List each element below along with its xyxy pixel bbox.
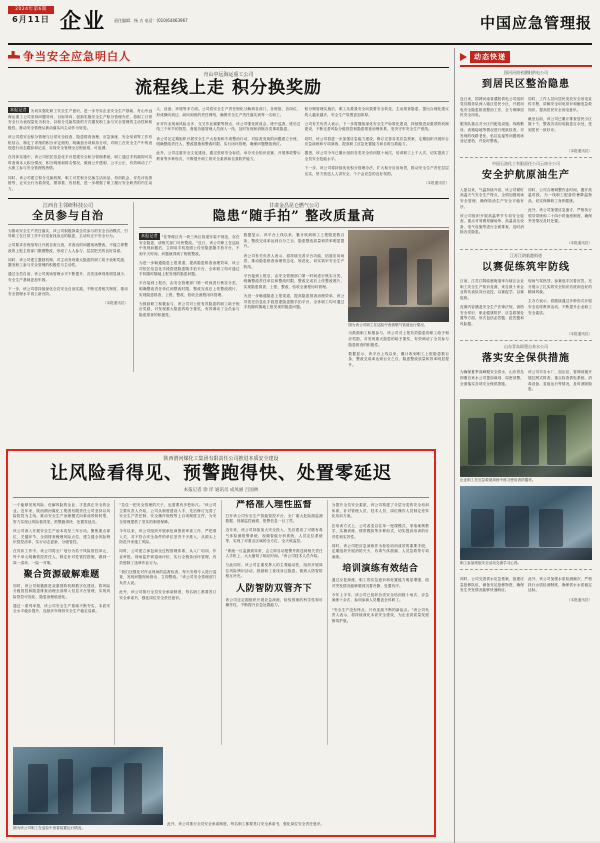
- paragraph: 本报记者 为切实强化职工安全生产意识，进一步夯实企业安全生产基础，舟山中远海运重工公司坚持问题导向、目标导向，创新实施安全生产积分管理办法，将职工日常安全行为表现量化为积分，以积分兑换奖励的方式激发职工参与安全管理的主动性和积极性，推动安全管理从被动落实向主动作为转变。: [8, 107, 153, 130]
- rail-title: 以赛促练筑牢防线: [482, 261, 570, 273]
- paragraph: 该公司将安全积分管理与日常安全检查、隐患排查治理、应急演练、安全培训等工作有机结合，制定了详细的积分评定细则，明确加分项和扣分项，对职工在安全生产中的表现进行动态跟踪和记录，实现安全管理全过程留痕、可追溯。: [8, 134, 153, 151]
- arrow-icon: [460, 53, 467, 61]
- paragraph: 数据显示，该平台上线以来，累计收到职工上报隐患数百条，整改完成率达到百分之百，隐患整改质量和效率明显提升。: [348, 351, 450, 367]
- paragraph: 积分制管理实施后，职工从要我安全向我要安全转变，主动排查隐患、提出合理化建议的人越来越多，安全生产氛围更加浓厚。: [304, 107, 449, 117]
- article-end: （本报通讯员）: [102, 300, 128, 305]
- text-column: [13, 500, 110, 745]
- paragraph: 公司有关负责人表示，下一步将继续深化安全生产标准化建设，持续推进双重预防机制建设，不断完善风险分级管控和隐患排查治理体系，坚决守牢安全生产底线。: [304, 121, 449, 132]
- feature-kicker: 陕西渭河煤化工集团有限责任公司推进本质安全建设: [163, 456, 279, 462]
- paragraph: 主办方表示，将继续通过多种形式开展安全宣传教育活动，不断提升企业职工安全素质。: [528, 299, 592, 315]
- paragraph: 通过反复演练，职工的应急意识和处置能力明显增强，面对突发情况能够做到沉着冷静、处置有序。: [331, 578, 429, 588]
- rail-end: （本报通讯员）: [566, 598, 592, 603]
- rail-kicker: 山东青岛即墨自来水公司: [504, 343, 548, 349]
- rail-columns: [460, 276, 592, 331]
- article-headline: 流程线上走 积分换奖励: [135, 78, 322, 98]
- rail-columns: [460, 184, 592, 239]
- paragraph: 连日来，国网河南省濮阳供电公司组织党员服务队深入辖区居民小区，开展用电安全隐患排查整治工作，全力保障居民安全用电。: [460, 96, 524, 118]
- divider: [460, 340, 592, 341]
- paragraph: 竞赛内容涵盖安全生产法律法规、消防安全常识、职业健康防护、应急救援处置等方面，形式包括必答题、抢答题和风险题。: [460, 305, 524, 326]
- right-rail: [454, 48, 592, 843]
- paragraph: “拉住一把安全管理的尺子，也需要有多把标尺。”该公司主要负责人介绍，公司从制度建设入手，先后修订完善了安全生产责任制、安全操作规程等上百项制度文件，为安全管理提供了坚实的制度保障。: [119, 503, 217, 524]
- page-title: 企业: [60, 8, 106, 33]
- banner: [8, 48, 449, 64]
- article-columns: [139, 230, 449, 372]
- text-column: [305, 104, 449, 196]
- text-column: [528, 573, 592, 597]
- paragraph: 一个能够发现风险、化解风险的企业，才是真正安全的企业。近年来，陕西渭河煤化工集团有限责任公司坚持以风险防控为主线，推动安全生产治理模式向事前预防转型，努力实现让风险看得见、预警跑得快、处置零延迟。: [13, 503, 111, 524]
- text-column: [528, 367, 592, 396]
- byline-tag: 本报记者: [141, 233, 158, 239]
- feature-tail-text: [167, 818, 429, 831]
- paragraph: “系统一旦监测到异常，会立即自动报警并推送到相关责任人手机上，大大缩短了响应时间。”该公司技术人员介绍。: [225, 548, 323, 559]
- rail-photo: [460, 399, 592, 477]
- text-column: [460, 367, 524, 396]
- divider: [8, 198, 449, 199]
- text-column: [139, 230, 240, 372]
- text-column: [460, 184, 524, 239]
- divider: [13, 497, 429, 498]
- paragraph: 与此同时，该公司注重发挥人的主观能动性，组织开展岗位风险辨识活动，鼓励职工查找身边隐患，做到人防智防相互补充。: [225, 563, 323, 579]
- rail-columns: [460, 367, 592, 396]
- paragraph: 日前，江苏江阴临港街道举办辖区企业职工安全生产知识竞赛，来自数十家企业的代表队同台竞技，以赛促学、以赛促练。: [460, 279, 524, 300]
- text-column: [528, 93, 592, 148]
- article-columns: [8, 104, 449, 196]
- article-kicker: 甘肃金昌昆仑燃气公司: [268, 202, 319, 209]
- paragraph: 同时，公司完善供水应急预案，组建应急抢修队伍，储备充足抢修物资，确保发生突发情况能够快速响应。: [460, 576, 524, 593]
- paragraph: 公司要求各班组每日开展自查互查，对查出的问题现场整改，不能立即整改的上报主管部门限期整改，形成了人人参与、层层把关的良好局面。: [8, 243, 128, 253]
- divider: [460, 249, 592, 250]
- paragraph: 同时，公司合理调整作业时间，避开高温时段，为一线职工配备防暑降温物品，切实保障职工身体健康。: [528, 187, 592, 203]
- article-photo: [348, 230, 449, 322]
- text-column: [460, 93, 524, 148]
- paragraph: 在具体工作中，该公司将全厂划分为若干风险管控单元，每个单元明确管控责任人，制定针对性管控措施，做到一岗一清单、一险一对策。: [13, 549, 111, 565]
- divider: [8, 101, 449, 102]
- feature-columns: [13, 500, 429, 745]
- paragraph: 服务队重点对小区内配电设施、线路敷设、表箱接地等情况进行细致检查，对发现的线路老化、私拉乱接等问题现场登记建档，并及时整改。: [460, 122, 524, 144]
- rail-item: [460, 161, 592, 245]
- rail-title: 安全护航原油生产: [482, 170, 570, 182]
- hand-icon: [8, 51, 20, 61]
- masthead-meta: 责任编辑：杨 吉 电话：(010)64463967: [114, 18, 188, 23]
- paragraph: “安全生产没有终点，只有连续不断的新起点。”该公司负责人表示，将持续深化本质安全建设，为企业高质量发展保驾护航。: [331, 607, 429, 623]
- rail-end: （本报通讯员）: [566, 149, 592, 154]
- rail-title: 落实安全保供措施: [482, 352, 570, 364]
- paragraph: 该公司还定期组织开展安全生产大检查和专项整治行动，对检查发现的问题建立台账，明确整改责任人、整改措施和整改时限，实行闭环管理，确保问题整改到位。: [156, 136, 301, 147]
- paragraph: 此外，该公司加强水质检测频次，严格执行水质检测制度，确保供水水质稳定达标。: [528, 576, 592, 593]
- paragraph: 同时，该公司把应急演练作为检验培训成效的重要手段，定期组织开展消防灭火、有毒气体泄漏、人员急救等专项演练。: [331, 543, 429, 559]
- photo-caption: 图为该公司职工在巡检中查看燃气管道运行情况。: [348, 322, 428, 327]
- paragraph: 平台接到上报后，由安全管理部门第一时间进行核实分类，明确整改责任单位和整改时限，整改完成后上传整改照片，实现隐患排查、上报、整改、验收全流程闭环管理。: [243, 273, 345, 290]
- rail-kicker: 中国石油化工有限责任公司云南分公司: [492, 161, 560, 167]
- issue-badge: 2024年第6期: [8, 6, 54, 14]
- paragraph: 近年来，该公司持续加大安全投入，先后建成了可燃有毒气体检测报警系统、视频智能分析系统、人员定位系统等，实现了对重点区域的全方位、全天候监控。: [225, 528, 323, 544]
- rail-end: （本报通讯员）: [566, 331, 592, 336]
- paragraph: 通过全员自治，该公司现场管理水平不断提升，各类违章现象明显减少，安全生产基础更加牢固。: [8, 272, 128, 282]
- paragraph: 今年上半年，该公司已组织各类安全培训数十场次、应急演练十余次，参训参演人员覆盖全体职工。: [331, 592, 429, 603]
- paragraph: 针对作业现场风险点多、交叉作业频繁等特点，该公司强化班前会、班中巡查、班后总结三个环节的管控，督促各级管理人员深入一线，及时发现和消除各类事故隐患。: [156, 121, 301, 132]
- feature-headline: 让风险看得见、预警跑得快、处置零延迟: [50, 463, 392, 484]
- article-kicker: 舟山中远海运重工公司: [203, 72, 254, 78]
- paragraph: 下一步，该公司将持续优化积分管理办法，扩大积分应用场景，推动安全生产责任层层压实，努力营造人人讲安全、个个会应急的良好氛围。: [304, 166, 449, 176]
- paragraph: 此外，该公司推行全员安全承诺制度，每名职工都要签订安全承诺书，强化岗位安全责任意识。: [167, 821, 325, 826]
- rail-item: [460, 253, 592, 337]
- paragraph: 此外，该公司推行全员安全承诺制度，每名职工都要签订安全承诺书，强化岗位安全责任意识。: [119, 589, 217, 600]
- text-column: [114, 500, 216, 745]
- paragraph: 同时，公司建立承包商全过程管理体系，从入厂培训、作业审批、现场监护到退场评价，实行全链条闭环管理，有效遏制了违章作业行为。: [119, 549, 217, 565]
- paragraph: 下一步，该公司将持续深化全员安全自治实践，不断完善相关制度，推动安全管理水平再上新台阶。: [8, 286, 128, 296]
- text-column: [244, 230, 345, 372]
- text-column: [327, 500, 429, 745]
- paragraph: “我们还强化对作业现场的监督检查，每天安排专人进行巡查，发现问题现场指出、立即整改。”该公司安全管理部门负责人说。: [119, 569, 217, 585]
- rail-kicker: 江苏江阴临港街道: [510, 252, 542, 258]
- paragraph: 同时，工作人员向居民发放安全用电宣传手册，讲解安全用电常识和触电急救知识，提高居民安全用电意识。: [528, 96, 592, 112]
- text-column: [8, 104, 152, 196]
- masthead-date: [8, 6, 54, 25]
- photo-caption: 职工参加班组安全活动交流学习心得。: [460, 561, 522, 566]
- lower-articles: [8, 202, 449, 372]
- paragraph: 同时，该公司积极推进双重预防机制数字化建设，将风险分级管控和隐患排查治理全部纳入信息平台管理，实现风险管控可视化、隐患治理痕迹化。: [13, 583, 111, 599]
- paragraph: 为进一步畅通隐患上报渠道，提高隐患排查治理效率，该公司依托信息化手段搭建隐患随手拍平台，全体职工均可通过手机随时随地上报发现的隐患问题。: [139, 261, 240, 277]
- rail-columns: [460, 573, 592, 597]
- paper-name: 中国应急管理报: [479, 14, 592, 32]
- feature-photo-row: [13, 747, 429, 831]
- rail-item: [460, 344, 592, 396]
- paragraph: 为鼓励职工积极参与，该公司对上报有效隐患的职工给予相应奖励，对发现重大隐患的给予重奖，有效调动了全员参与隐患排查的积极性。: [348, 331, 450, 347]
- divider: [460, 65, 592, 67]
- article-end: （本报通讯员）: [423, 180, 449, 185]
- article-quanyuan: [8, 202, 128, 372]
- rail-photo: [460, 486, 592, 560]
- paragraph: 通过一系列举措，该公司安全生产基础不断夯实，本质安全水平稳步提升，连续多年保持安全生产稳定局面。: [13, 603, 111, 614]
- paragraph: 此外，该公司加强应急值守，严格执行领导带班和二十四小时值班制度，确保突发情况及时处置。: [528, 208, 592, 224]
- paragraph: 同时，该公司建立积分兑换机制，职工可凭积分兑换生活用品、培训机会、评先评优资格等，让安全行为看得见、摸得着、有回报，进一步增强了职工履行安全职责的内生动力。: [8, 175, 153, 191]
- article-kicker: 江西自主邻研科技公司: [42, 202, 93, 209]
- rail-columns: [460, 93, 592, 148]
- section-label-text: 动态快递: [470, 51, 510, 63]
- paragraph: 为进一步畅通隐患上报渠道，提高隐患排查治理效率，该公司依托信息化手段搭建隐患随手拍平台，全体职工均可通过手机随时随地上报发现的隐患问题。: [243, 294, 345, 310]
- text-column: [528, 276, 592, 331]
- paragraph: 该公司组织开展高温季节专项安全检查，重点对易燃易爆场所、高温高压设备、电气设施等进行全面排查，及时消除各类隐患。: [460, 213, 524, 235]
- paragraph: 在培训方式上，公司改变以往单一授课模式，采取案例教学、实操训练、情景模拟等多种形式，切实提高培训的针对性和实效性。: [331, 523, 429, 539]
- paragraph: 在具体实施中，该公司依托信息化平台搭建安全积分管理系统，职工通过手机端即可实时查询本人积分情况、积分明细和排名情况，做到公开透明、公平公正，有效调动了广大职工参与安全管理的热情。: [8, 155, 153, 171]
- paragraph: 该公司深入开展安全生产治本攻坚三年行动，聚焦重点部位、关键环节，全面排查梳理风险点位，建立健全风险辨识管控清单，实行动态更新、分级管控。: [13, 529, 111, 545]
- divider: [139, 227, 449, 228]
- feature-photo-wrap: [13, 747, 163, 831]
- masthead: [8, 6, 592, 45]
- paragraph: 平台接到上报后，由安全管理部门第一时间进行核实分类，明确整改责任单位和整改时限，整改完成后上传整改照片，实现隐患排查、上报、整改、验收全流程闭环管理。: [139, 281, 240, 297]
- paragraph: 本报记者 “在等候区有一块三角区管道安装不规范，存在安全隐患，请相关部门尽快整改。”近日，该公司职工在巡检中发现问题后，立即用手机拍照上传至隐患随手拍平台，不到半天时间，问题就得到了彻底整改。: [139, 233, 240, 257]
- photo-caption: 图为该公司职工在巡检中查看装置运行情况。: [13, 825, 85, 830]
- byline-tag: 本报记者: [10, 107, 27, 113]
- highlighted-feature-article: [6, 449, 436, 837]
- photo-column: [348, 230, 449, 372]
- article-headline: 全员参与自治: [32, 208, 104, 222]
- paragraph: 为推动安全生产责任落实，该公司积极探索全员参与的安全自治模式，引导职工在日常工作中自觉查找身边的隐患，主动纠正不安全行为。: [8, 229, 128, 239]
- paragraph: 人、设备、环境等多方面。公司将安全生产责任细化分解到各部门、各班组、各岗位，形成横向到边、纵向到底的责任网络，确保安全生产责任落实到每一名职工。: [156, 107, 301, 117]
- paragraph: 该公司对各水厂、加压站、管网设施开展拉网式排查，重点检查供电系统、消毒设备、泵组运行等情况，及时消除隐患。: [528, 370, 592, 392]
- article-yinhuan: [133, 202, 449, 372]
- banner-text: 争当安全应急明白人: [23, 50, 131, 63]
- feature-subhead: 聚合资源破解难题: [23, 569, 100, 580]
- rail-kicker: 国河河南省濮阳供电公司: [504, 70, 548, 75]
- feature-photo: [13, 747, 163, 825]
- paragraph: 现场气氛热烈，参赛选手沉着应答，充分展示了扎实的安全知识功底和良好的精神风貌。: [528, 279, 592, 295]
- paragraph: 入夏以来，气温持续升高，该公司紧盯高温天气安全生产特点，全面加强现场安全管理，确保原油生产安全平稳有序。: [460, 187, 524, 209]
- date-line: 6月11日: [12, 14, 50, 24]
- text-column: [156, 104, 300, 196]
- text-column: [528, 184, 592, 239]
- article-headline: 隐患“随手拍” 整改质量高: [212, 208, 376, 224]
- rail-item: [460, 70, 592, 154]
- paragraph: 同时，该公司将进一步加强应急能力建设，修订完善各类应急预案，定期组织开展综合应急演练和专项演练，提高职工应急处置能力和自救互救能力。: [304, 136, 449, 147]
- text-column: [221, 500, 323, 745]
- paragraph: 该公司有关负责人表示，将持续完善平台功能，拓展应用场景，推动隐患排查治理常态化、规范化，切实筑牢安全生产防线。: [243, 253, 345, 269]
- paragraph: 今年以来，该公司组织开展承包商资质审查工作，严把准入关，对不符合安全条件的单位坚决不予准入，从源头上防范外来施工风险。: [119, 529, 217, 545]
- paragraph: 为鼓励职工积极参与，该公司对上报有效隐患的职工给予相应奖励，对发现重大隐患的给予重奖，有效调动了全员参与隐患排查的积极性。: [139, 301, 240, 317]
- feature-subhead: 严格准入理性监督: [236, 499, 313, 510]
- paragraph: 为确保夏季高峰期安全供水，山东青岛即墨自来水公司提前谋划、周密部署，全面落实各项安全保供措施。: [460, 370, 524, 386]
- divider: [8, 224, 128, 225]
- paragraph: 打开该公司安全生产智能管控平台，全厂重大危险源监测数据、视频监控画面、报警信息一目了然。: [225, 513, 323, 524]
- section-label: [460, 51, 592, 63]
- paragraph: 为提升全员安全素质，该公司构建了分层分类的安全培训体系，针对管理人员、技术人员、岗位操作人员制定差异化培训方案。: [331, 503, 429, 519]
- article-shipyard: [8, 71, 449, 196]
- rail-title: 到居民区整治隐患: [482, 79, 570, 90]
- divider: [460, 157, 592, 158]
- rail-end: （本报通讯员）: [566, 240, 592, 245]
- paragraph: 截至目前，该公司已累计排查居民小区数十个，整改各类用电隐患百余处，受到居民一致好评。: [528, 116, 592, 132]
- text-column: [460, 276, 524, 331]
- paragraph: 该公司还定期组织开展应急演练，检验预案的科学性和可操作性，不断提升应急处置能力。: [225, 597, 323, 608]
- feature-byline: 本报记者 徐 洋 通讯员 成凤丽 吕国林: [183, 487, 259, 493]
- divider: [8, 67, 449, 68]
- feature-subhead: 人防智防双管齐下: [236, 583, 313, 594]
- paragraph: 数据显示，该平台上线以来，累计收到职工上报隐患数百条，整改完成率达到百分之百，隐患整改质量和效率明显提升。: [243, 233, 345, 249]
- paragraph: 据悉，该公司今年已累计组织各类安全培训数十场次，培训职工上千人次，切实提高了全员安全技能水平。: [304, 151, 449, 161]
- photo-caption: 企业职工在应急救援演练中练习使用消防器材。: [460, 478, 536, 483]
- paragraph: 同时，该公司建立激励机制，对主动发现重大隐患的职工给予表彰奖励，激发职工参与安全管理的积极性与主动性。: [8, 257, 128, 268]
- feature-subhead: 培训演练有效结合: [342, 564, 419, 575]
- text-column: [460, 573, 524, 597]
- paragraph: 此外，公司注重安全文化建设，通过张贴安全标语、举办安全知识竞赛、开展事故警示教育等多种形式，不断提升职工的安全素养和自我防护能力。: [156, 151, 301, 161]
- divider: [460, 569, 592, 570]
